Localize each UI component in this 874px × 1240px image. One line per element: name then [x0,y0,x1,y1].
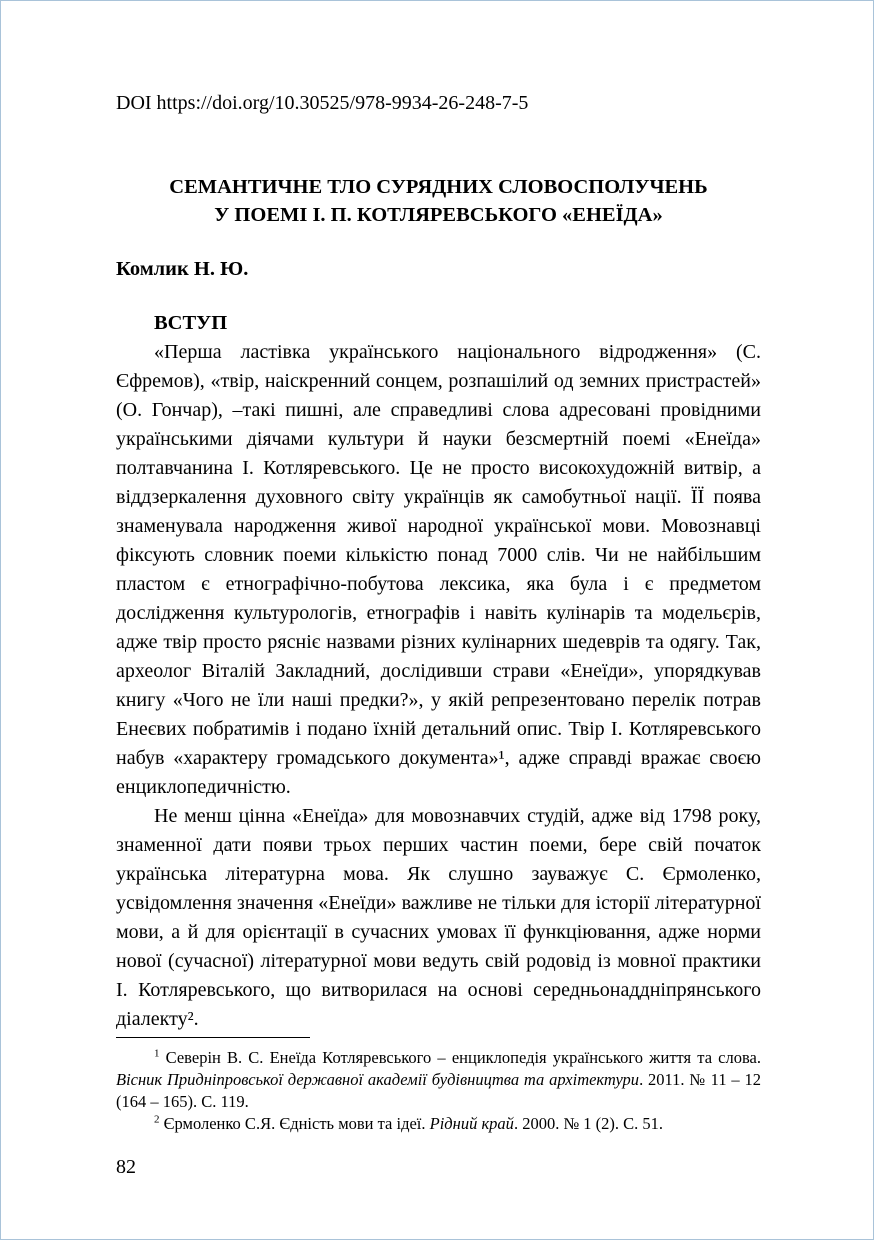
body-paragraph-2: Не менш цінна «Енеїда» для мовознавчих студій, адже від 1798 року, знаменної дати появи трьох перших частин поеми, бере свій початок українська літературна мова. Як слушно зауважує С. Єрмоленко, усвідомлення значення «Енеїди» важливе не тільки для історії літературної мови, а й для орієнтації в сучасних умовах її функціювання, адже норми нової (сучасної) літературної мови ведуть свій родовід із мовної практики І. Котляревського, що витворилася на основі середньонаддніпрянського діалекту². [116,805,761,1030]
author-name: Комлик Н. Ю. [116,258,249,280]
footnote-2 [116,1113,761,1135]
footnote-2-text-end: . 2000. № 1 (2). С. 51. [513,1114,664,1133]
footnote-separator [116,1037,310,1038]
page-number: 82 [116,1156,136,1178]
footnote-1-text: Северін В. С. Енеїда Котляревського – енциклопедія українського життя та слова. [159,1048,761,1067]
footnote-2-journal: Рідний край [429,1114,514,1133]
footnote-1-marker: 1 [154,1047,160,1060]
paper-title-line-2: У ПОЕМІ І. П. КОТЛЯРЕВСЬКОГО «ЕНЕЇДА» [214,204,663,226]
footnote-2-text: Єрмоленко С.Я. Єдність мови та ідеї. [159,1114,430,1133]
footnote-1 [116,1047,761,1113]
page-footer [116,1037,761,1181]
section-heading-vstup: ВСТУП [154,312,228,334]
body-paragraph-1: «Перша ластівка українського національного відродження» (С. Єфремов), «твір, наіскренний сонцем, розпашілий од земних пристрастей» (О. Гончар), –такі пишні, але справедливі слова адресовані провідними українськими діячами культури й науки безсмертній поемі «Енеїда» полтавчанина І. Котляревського. Це не просто високохудожній витвір, а віддзеркалення духовного світу українців як самобутньої нації. ЇЇ поява знаменувала народження живої народної української мови. Мовознавці фіксують словник поеми кількістю понад 7000 слів. Чи не найбільшим пластом є етнографічно-побутова лексика, яка була і є предметом дослідження культурологів, етнографів і навіть кулінарів та модельєрів, адже твір просто рясніє назвами різних кулінарних шедеврів та одягу. Так, археолог Віталій Закладний, дослідивши страви «Енеїди», упорядкував книгу «Чого не їли наші предки?», у якій репрезентовано перелік потрав Енеєвих побратимів і подано їхній детальний опис. Твір І. Котляревського набув «характеру громадського документа»¹, адже справді вражає своєю енциклопедичністю. [116,341,761,798]
footnote-1-journal: Вісник Придніпровської державної академії будівництва та архітектури [116,1070,640,1089]
paper-title [116,173,761,229]
doi-line: DOI https://doi.org/10.30525/978-9934-26-248-7-5 [116,92,529,114]
paper-title-line-1: СЕМАНТИЧНЕ ТЛО СУРЯДНИХ СЛОВОСПОЛУЧЕНЬ [169,176,708,198]
footnote-2-marker: 2 [154,1113,160,1126]
footnote-1-text-end: . 2011. № 11 – 12 (164 – 165). С. 119. [116,1070,761,1111]
